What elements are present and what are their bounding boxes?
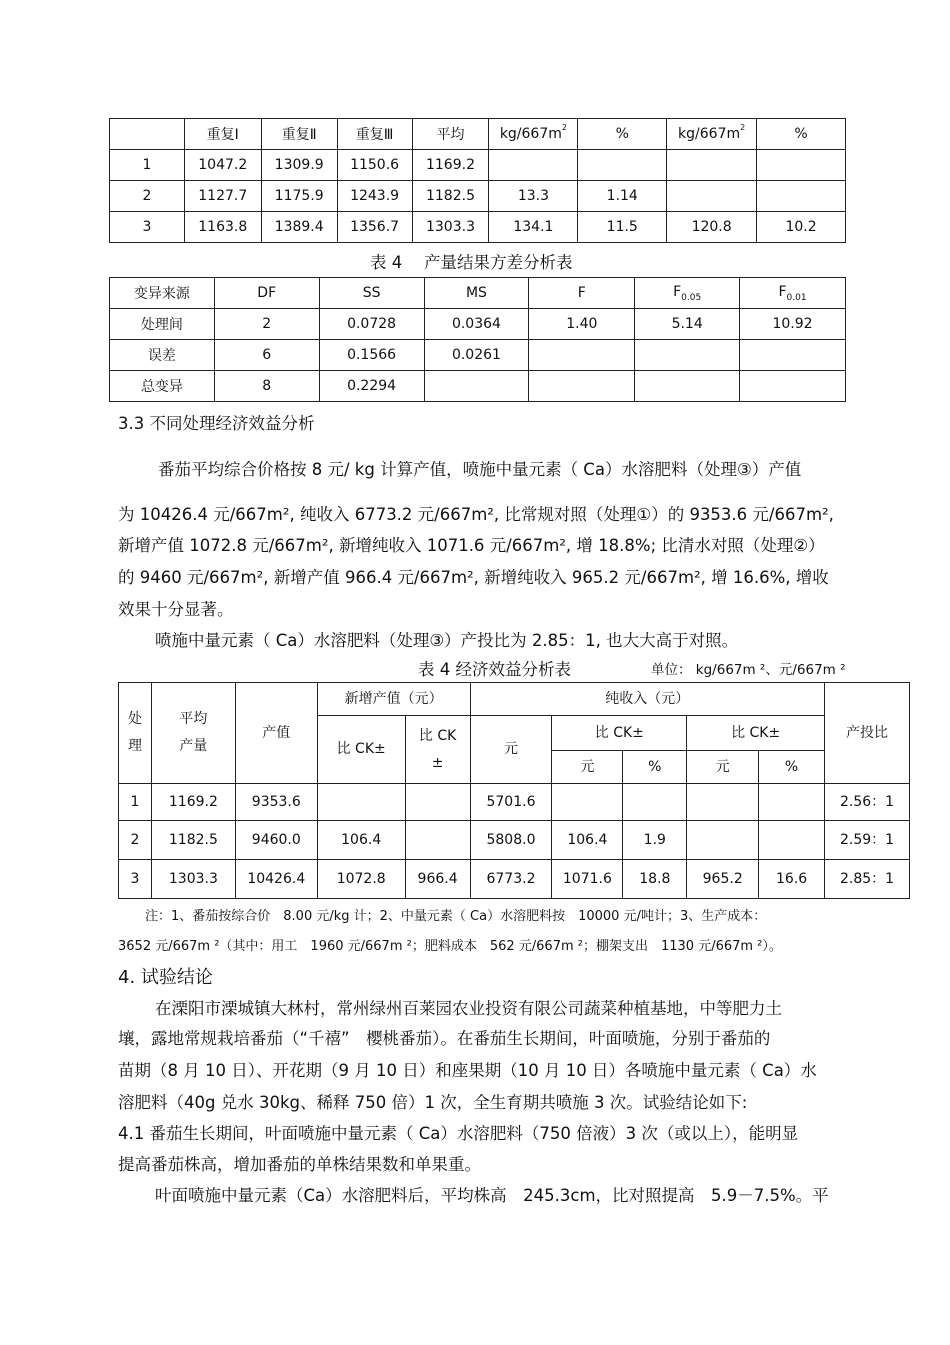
header-cell: 变异来源 — [110, 278, 215, 309]
header-cell: $F_{0.01}$ — [740, 278, 846, 309]
cell — [635, 371, 740, 402]
section-heading: 3.3 不同处理经济效益分析 — [118, 414, 315, 433]
header-cell: $kg/667m^2$ — [489, 119, 578, 150]
cell — [489, 150, 578, 181]
cell: 5808.0 — [470, 821, 552, 860]
cell — [405, 784, 470, 821]
cell: 3 — [119, 860, 152, 899]
header-cell: SS — [319, 278, 424, 309]
header-cell: $kg/667m^2$ — [667, 119, 757, 150]
cell: 0.0261 — [424, 340, 529, 371]
paragraph-line: 喷施中量元素（ Ca）水溶肥料（处理③）产投比为 2.85：1, 也大大高于对照。 — [155, 631, 739, 650]
cell: 0.1566 — [319, 340, 424, 371]
yield-table — [109, 118, 846, 243]
paragraph-line: 新增产值 1072.8 元/667m², 新增纯收入 1071.6 元/667m², 增 18.8%; 比清水对照（处理②） — [118, 536, 825, 555]
cell: 106.4 — [317, 821, 405, 860]
paragraph-line: 为 10426.4 元/667m², 纯收入 6773.2 元/667m², 比常规对照（处理①）的 9353.6 元/667m², — [118, 505, 834, 524]
header-cell: F — [529, 278, 635, 309]
cell: 10.2 — [757, 212, 846, 243]
table-row — [110, 371, 846, 402]
header-cell: DF — [214, 278, 319, 309]
paragraph-line: 叶面喷施中量元素（Ca）水溶肥料后，平均株高 245.3cm，比对照提高 5.9－7.5%。平 — [155, 1186, 829, 1205]
header-cell: % — [623, 751, 687, 784]
table-note-line: 3652 元/667m ²（其中：用工 1960 元/667m ²；肥料成本 562 元/667m ²；棚架支出 1130 元/667m ²）。 — [118, 939, 782, 954]
cell: 1163.8 — [184, 212, 261, 243]
table-header-row — [119, 683, 910, 716]
cell — [740, 371, 846, 402]
cell: 处理间 — [110, 309, 215, 340]
cell: 1150.6 — [337, 150, 412, 181]
cell — [317, 784, 405, 821]
table-row — [119, 784, 910, 821]
cell: 106.4 — [552, 821, 623, 860]
cell: 120.8 — [667, 212, 757, 243]
cell — [623, 784, 687, 821]
cell: 1072.8 — [317, 860, 405, 899]
cell: 2.59：1 — [825, 821, 910, 860]
header-cell: 重复Ⅱ — [261, 119, 337, 150]
cell — [578, 150, 667, 181]
cell — [759, 821, 825, 860]
cell: 总变异 — [110, 371, 215, 402]
header-cell: MS — [424, 278, 529, 309]
cell — [757, 150, 846, 181]
table-row — [110, 150, 846, 181]
paragraph-line: 的 9460 元/667m², 新增产值 966.4 元/667m², 新增纯收入 965.2 元/667m², 增 16.6%, 增收 — [118, 568, 829, 587]
cell — [667, 150, 757, 181]
economic-table-caption: 表 4 经济效益分析表 — [418, 660, 571, 679]
table-header-row — [110, 119, 846, 150]
cell: 1175.9 — [261, 181, 337, 212]
cell: 10426.4 — [235, 860, 317, 899]
header-cell: 元 — [687, 751, 759, 784]
header-cell: % — [757, 119, 846, 150]
cell: 134.1 — [489, 212, 578, 243]
cell: 0.2294 — [319, 371, 424, 402]
cell: 6773.2 — [470, 860, 552, 899]
paragraph-line: 提高番茄株高，增加番茄的单株结果数和单果重。 — [118, 1155, 481, 1174]
cell: 8 — [214, 371, 319, 402]
cell: 1182.5 — [412, 181, 489, 212]
cell — [529, 371, 635, 402]
header-cell: 平均 — [412, 119, 489, 150]
cell: 0.0728 — [319, 309, 424, 340]
header-cell: 重复Ⅰ — [184, 119, 261, 150]
header-cell — [110, 119, 185, 150]
cell: 1047.2 — [184, 150, 261, 181]
cell: 1309.9 — [261, 150, 337, 181]
cell: 18.8 — [623, 860, 687, 899]
header-cell: 产值 — [235, 683, 317, 784]
economic-table — [118, 682, 910, 899]
cell: 9353.6 — [235, 784, 317, 821]
cell: 2 — [110, 181, 185, 212]
cell: 3 — [110, 212, 185, 243]
header-cell: 平均 产量 — [151, 683, 235, 784]
header-cell: 纯收入（元） — [470, 683, 824, 716]
cell: 1243.9 — [337, 181, 412, 212]
cell: 16.6 — [759, 860, 825, 899]
table-row — [119, 860, 910, 899]
variance-table — [109, 277, 846, 402]
header-cell: % — [578, 119, 667, 150]
table-row — [110, 340, 846, 371]
header-cell: 元 — [470, 716, 552, 784]
cell: 5.14 — [635, 309, 740, 340]
cell: 10.92 — [740, 309, 846, 340]
header-cell: 比 CK± — [552, 716, 687, 751]
cell: 1127.7 — [184, 181, 261, 212]
cell: 1.14 — [578, 181, 667, 212]
cell: 1303.3 — [151, 860, 235, 899]
paragraph-line: 溶肥料（40g 兑水 30kg、稀释 750 倍）1 次，全生育期共喷施 3 次。试验结论如下: — [118, 1093, 748, 1112]
cell: 1182.5 — [151, 821, 235, 860]
cell — [405, 821, 470, 860]
cell — [529, 340, 635, 371]
table-row — [110, 309, 846, 340]
cell: 1.40 — [529, 309, 635, 340]
cell: 965.2 — [687, 860, 759, 899]
header-cell: 产投比 — [825, 683, 910, 784]
cell — [757, 181, 846, 212]
cell: 9460.0 — [235, 821, 317, 860]
table-row — [110, 212, 846, 243]
paragraph-line: 壤，露地常规栽培番茄（“千禧” 樱桃番茄）。在番茄生长期间，叶面喷施，分别于番茄的 — [118, 1029, 771, 1048]
header-cell: 处 理 — [119, 683, 152, 784]
cell: 966.4 — [405, 860, 470, 899]
cell — [759, 784, 825, 821]
table-row — [110, 181, 846, 212]
header-cell: % — [759, 751, 825, 784]
cell: 1303.3 — [412, 212, 489, 243]
cell: 11.5 — [578, 212, 667, 243]
paragraph-line: 4.1 番茄生长期间，叶面喷施中量元素（ Ca）水溶肥料（750 倍液）3 次（或以上），能明显 — [118, 1124, 799, 1143]
paragraph-line: 番茄平均综合价格按 8 元/ kg 计算产值，喷施中量元素（ Ca）水溶肥料（处理③）产值 — [158, 460, 802, 479]
cell: 2 — [119, 821, 152, 860]
header-cell: 比 CK ± — [405, 716, 470, 784]
cell: 1356.7 — [337, 212, 412, 243]
cell: 6 — [214, 340, 319, 371]
cell: 2.56：1 — [825, 784, 910, 821]
cell — [667, 181, 757, 212]
header-cell: 新增产值（元） — [317, 683, 470, 716]
cell: 1389.4 — [261, 212, 337, 243]
unit-label: 单位： kg/667m ²、元/667m ² — [651, 662, 846, 678]
cell: 1169.2 — [151, 784, 235, 821]
cell — [635, 340, 740, 371]
cell: 5701.6 — [470, 784, 552, 821]
cell: 13.3 — [489, 181, 578, 212]
cell: 1169.2 — [412, 150, 489, 181]
paragraph-line: 苗期（8 月 10 日）、开花期（9 月 10 日）和座果期（10 月 10 日）各喷施中量元素（ Ca）水 — [118, 1061, 817, 1080]
paragraph-line: 效果十分显著。 — [118, 600, 234, 619]
cell — [687, 784, 759, 821]
variance-table-caption: 表 4 产量结果方差分析表 — [370, 253, 573, 272]
table-header-row — [110, 278, 846, 309]
paragraph-line: 在溧阳市溧城镇大林村，常州绿州百莱园农业投资有限公司蔬菜种植基地，中等肥力土 — [155, 999, 782, 1018]
header-cell: 重复Ⅲ — [337, 119, 412, 150]
cell — [740, 340, 846, 371]
cell: 1071.6 — [552, 860, 623, 899]
section-heading: 4. 试验结论 — [118, 967, 213, 988]
cell — [552, 784, 623, 821]
table-row — [119, 821, 910, 860]
cell — [687, 821, 759, 860]
header-cell: 比 CK± — [687, 716, 825, 751]
header-cell: $F_{0.05}$ — [635, 278, 740, 309]
cell: 误差 — [110, 340, 215, 371]
cell — [424, 371, 529, 402]
header-cell: 元 — [552, 751, 623, 784]
cell: 0.0364 — [424, 309, 529, 340]
cell: 1.9 — [623, 821, 687, 860]
cell: 1 — [110, 150, 185, 181]
table-note-line: 注：1、番茄按综合价 8.00 元/kg 计；2、中量元素（ Ca）水溶肥料按 10000 元/吨计；3、生产成本： — [145, 909, 767, 924]
cell: 2.85：1 — [825, 860, 910, 899]
cell: 2 — [214, 309, 319, 340]
header-cell: 比 CK± — [317, 716, 405, 784]
cell: 1 — [119, 784, 152, 821]
